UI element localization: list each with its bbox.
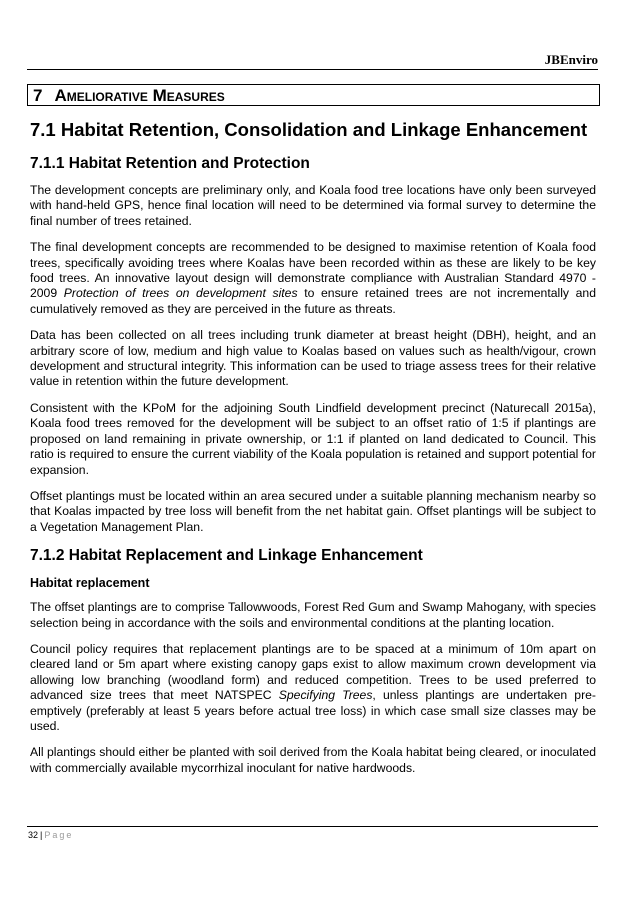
paragraph-text: , unless plantings are undertaken pre-emptively (preferably at least 5 years before actual tree loss) in which case small size classes may be used.: [30, 688, 596, 733]
page-content: [30, 118, 596, 787]
paragraph-text: to ensure retained trees are not incrementally and cumulatively removed as they are perceived in the future as threats.: [30, 286, 596, 316]
minor-heading: Habitat replacement: [30, 576, 150, 591]
paragraph: All plantings should either be planted with soil derived from the Koala habitat being cleared, or inoculated with commercially available mycorrhizal inoculant for native hardwoods.: [30, 745, 596, 775]
footer-separator: |: [40, 830, 43, 840]
paragraph: [30, 240, 596, 317]
italic-reference: Specifying Trees: [278, 688, 373, 703]
chapter-title: Ameliorative Measures: [54, 86, 225, 105]
header-brand: JBEnviro: [544, 52, 598, 67]
header-rule: [27, 69, 598, 70]
page-footer: [28, 830, 73, 840]
paragraph: The development concepts are preliminary only, and Koala food tree locations have only been surveyed with hand-held GPS, hence final location will need to be determined via formal survey to determine the final number of trees retained.: [30, 183, 596, 228]
paragraph: Consistent with the KPoM for the adjoining South Lindfield development precinct (Naturecall 2015a), Koala food trees removed for the development will be subject to an offset ratio of 1:5 if plantings are proposed on land remaining in private ownership, or 1:1 if planted on land dedicated to Council. This ratio is required to ensure the current viability of the Koala population is retained and support potential for expansion.: [30, 400, 596, 477]
italic-reference: Protection of trees on development sites: [63, 286, 298, 301]
chapter-heading: [27, 84, 600, 106]
paragraph: [30, 642, 596, 734]
chapter-number: 7: [33, 86, 43, 105]
paragraph-text: Council policy requires that replacement plantings are to be spaced at a minimum of 10m apart on cleared land or 5m apart where existing canopy gaps exist to allow maximum crown development via allowing low branching (woodland form) and reduced competition. Trees to be used preferred to advanced size trees that meet NATSPEC: [30, 641, 596, 703]
subsection-heading-retention: 7.1.1 Habitat Retention and Protection: [30, 155, 310, 172]
footer-rule: [27, 826, 598, 827]
page-number: 32: [28, 830, 39, 840]
paragraph: Data has been collected on all trees including trunk diameter at breast height (DBH), height, and an arbitrary score of low, medium and high value to Koalas based on values such as health/vigour, crown development and structural integrity. This information can be used to triage assess trees for their relative value in retention within the future development.: [30, 328, 596, 389]
paragraph: The offset plantings are to comprise Tallowwoods, Forest Red Gum and Swamp Mahogany, with species selection being in accordance with the soils and environmental conditions at the planting location.: [30, 600, 596, 630]
paragraph-text: The final development concepts are recommended to be designed to maximise retention of Koala food trees, specifically avoiding trees where Koalas have been recorded within as these are likely to be key food trees. An innovative layout design will demonstrate compliance with Australian Standard 4970 - 2009: [30, 240, 596, 301]
section-heading: 7.1 Habitat Retention, Consolidation and Linkage Enhancement: [30, 119, 588, 140]
subsection-heading-replacement: 7.1.2 Habitat Replacement and Linkage Enhancement: [30, 547, 423, 565]
paragraph: Offset plantings must be located within an area secured under a suitable planning mechanism nearby so that Koalas impacted by tree loss will benefit from the net habitat gain. Offset plantings will be subject to a Vegetation Management Plan.: [30, 488, 596, 534]
page-word: Page: [44, 830, 74, 840]
